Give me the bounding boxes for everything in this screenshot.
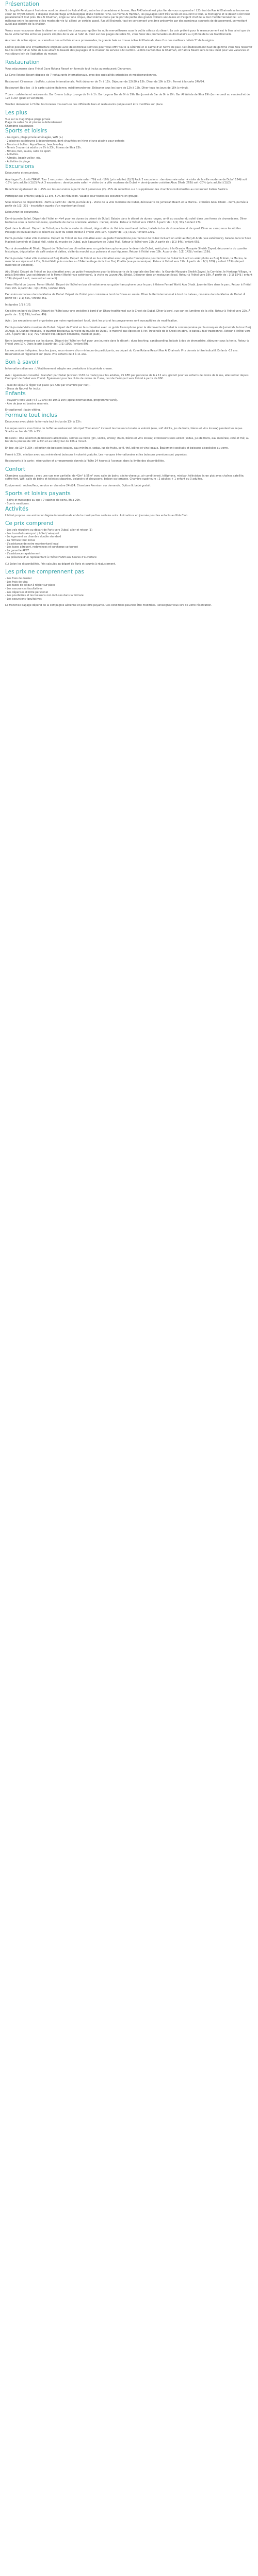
excursion-paragraph: Tour à dromadaire Al Dhaid. Départ de l'hôtel en bus climatisé avec un guide francophone pour le désert de Dubaï, arrêt photo à la Grande Mosquée Sheikh Zayed, découverte du quartier historique, dégustation de café arabe et dattes, visite du marché aux poissons et aux légumes. Retour à l'hôtel vers 19h. À partir de : 1(1) 142$ / enfant 119$. [5, 247, 248, 254]
enfants-heading: Enfants [5, 391, 26, 397]
ce-prix-comprend-item: - Les taxes aéroport, redevances et surcharge carburant [5, 546, 78, 549]
enfants-item: Encaptionnel : baby-sitting. [5, 409, 41, 412]
section-les-plus [5, 110, 253, 128]
presentation-heading: Présentation [5, 1, 39, 7]
excursion-paragraph: Participez aux enfants jusqu'à 11 ans, 50% de réduction. Valable pour toutes les excursions en groupe. [5, 194, 139, 198]
ne-comprend-pas-item: - Les pourboires et les boissons non incluses dans la formule [5, 594, 84, 598]
les-plus-heading: Les plus [5, 109, 27, 116]
restauration-paragraph: Restaurant Basilico : à la carte cuisine italienne, méditerranéenne. Déjeuner tous les jours de 12h à 15h. Dîner tous les jours de 18h à minuit. [5, 87, 189, 90]
sports-loisirs-item: - Activités. [5, 153, 19, 157]
les-plus-item: Plage de sable fin et piscine à débordement [5, 121, 62, 125]
excursion-paragraph: Les excursions indiquées, tous les jours, sous réserve d'un minimum de participants, au départ du Cove Rotana Resort Ras Al Khaimah. Prix donnés à titre indicatif. Enfants -12 ans. Réservation et règlement sur place. Prix enfants de 3 à 11 ans. [5, 349, 238, 356]
excursion-paragraph: Avantages Exclusifs FRAM*. Tour 1 excursion : demi-journée safari 79$ soit -10% (prix adulte) (1)(2) Pack 2 excursions : demi-journée safari + visite de la ville moderne de Dubaï 124$ soit -15% (prix adulte) (1)(2) Pack 3 excursions : demi-journée safari + visite de la ville moderne de Dubaï + demi-journée croisière Abou Dhabi 265$ soit -20% (prix adulte) (1)(2) [5, 178, 247, 185]
ne-comprend-pas-item: - Les excursions facultatives [5, 597, 42, 601]
excursion-paragraph: Intégrales 1/1 à 1/3. [5, 303, 31, 307]
ne-comprend-pas-item: - Les taxes de séjour à régler sur place [5, 584, 56, 587]
presentation-paragraph: Sur le golfe Persique à l'extrême nord de désert de Rub al-Khali, entre les dromadaires et la mer, Ras Al-Khaimah est plus fier de vous surprendre ! L'Emirat de Ras Al Khaimah se trouve au cœur de l'Hyatt-Orient, il dispose d'un héritage archéologique d'une histoire riche, lui-mème Al Hamrah, les paysages sont très variés et assurent le tout, la montagne et le désert s'écrivent parallèlement tout près. Ras Al Khaimah, érigé sur une crique, était même connu par le port de pèche des grands voiliers séculaires et d'argent chef de la mer méditerrannéenne : un mélange entre les genres et les modes de vie lui allient un certain passé. Ras Al Khaimah, tout en conservant une âme préservée par des nombreux courants de délassement, permettant aussi aux plaisirs de la chaleur. [5, 9, 250, 26]
ne-comprend-pas-item: - Les dépenses d'ordre personnel [5, 590, 49, 594]
section-activites [5, 506, 253, 518]
section-ce-prix-comprend [5, 520, 253, 566]
formule-paragraph: Boissons : Une sélection de boissons alcoolisées, servies au verre (gin, vodka, whisky, rhum, bières et vins locaux) et boissons sans alcool (sodas, jus de fruits, eau minérale, café et thé) au bar de la piscine de 10h à 23h et au lobby bar de 10h à minuit. [5, 436, 250, 444]
formule-paragraph: Les repas servis sous forme de buffet au restaurant principal "Cinnamon" incluant les boissons locales à volonté (eau, soft drinks, jus de fruits, bières et vins locaux) pendant les repas. Snacks au bar de 12h à 23h. [5, 427, 244, 434]
confort-heading: Confort [5, 466, 25, 472]
confort-paragraph: Chambres spacieuses : avec une vue mer partielle, de 42m² à 55m² avec salle de bains, sèche-cheveux, air conditionné, téléphone, minibar, télévision écran plat avec chaînes satellite, coffre-fort, Wifi, salle de bains et toilettes séparées, peignoirs et chaussons, balcon ou terrasse. Chambre supérieure : 2 adultes + 1 enfant ou 3 adultes. [5, 474, 245, 481]
confort-paragraph: Équipement : réchauffeur, service en chambre 24h/24. Chambres Premium sur demande. Option lit bébé gratuit. [5, 484, 151, 487]
ce-prix-comprend-item: - La formule tout inclus [5, 539, 35, 543]
ne-comprend-pas-heading: Les prix ne comprennent pas [5, 569, 84, 575]
sports-payants-item: - Soins et massages au spa : 7 cabines de soins, 8h à 20h. [5, 499, 81, 502]
ce-prix-comprend-note: (1) Selon les disponibilités. Prix calculés au départ de Paris et soumis à réajustement. [5, 562, 116, 566]
section-ne-comprend-pas [5, 569, 253, 607]
ce-prix-comprend-item: - La présence d'un représentant à l'hôtel FRAM aux heures d'ouverture [5, 556, 97, 559]
excursion-paragraph: Excursion en bateau dans la Marina de Dubaï. Départ de l'hôtel pour croisière à bord du Dhow en soirée. Dîner buffet international à bord du bateau, croisière dans la Marina de Dubaï. À partir de : 1(1) 55$ / enfant 45$. [5, 293, 246, 300]
ce-prix-comprend-item: - Les vols réguliers au départ de Paris vers Dubaï, aller et retour (1) [5, 529, 92, 532]
sports-payants-heading: Sports et loisirs payants [5, 490, 71, 497]
sports-loisirs-item: - Tennis 3 ouvert à adulte de 7h à 23h, fitness de 9h à 23h. [5, 146, 82, 150]
excursions-heading: Excursions [5, 163, 35, 170]
restauration-paragraph: Vous séjournerez dans l'hôtel Cove Rotana Resort en formule tout inclus au restaurant Cinnamon. [5, 67, 132, 71]
restauration-heading: Restauration [5, 59, 40, 65]
les-plus-item: Chambres spacieuses [5, 124, 34, 128]
bon-a-savoir-item: - Taxe de séjour à régler sur place (20 AED par chambre par nuit). [5, 383, 90, 387]
ce-prix-comprend-heading: Ce prix comprend [5, 520, 54, 527]
ne-comprend-pas-item: - Les frais de dossier [5, 577, 32, 581]
sports-payants-item: - Sports nautiques. [5, 502, 30, 506]
bon-a-savoir-item: - Dress de Nouvel An inclus. [5, 387, 42, 391]
excursion-paragraph: Demi-journée Safari. Départ de l'hôtel en 4x4 pour les dunes du désert de Dubaï. Balade dans le désert de dunes rouges, arrêt au coucher du soleil dans une ferme de dromadaires. Dîner barbecue sous la tente bédouine, spectacle de danse orientale. Ateliers : henné, shisha. Retour à l'hôtel vers 21h30. À partir de : 1(1) 37$ / enfant 27$. [5, 217, 247, 224]
presentation-paragraph: Au cœur de notre séjour, au carrefour des activités et aux promenades, la grande baie se trouve à Ras Al Khaimah, dans l'un des meilleurs hôtels 5* de la région. [5, 39, 215, 43]
sports-loisirs-item: - Bassins à bulles : Aquafitness, beach-volley [5, 143, 63, 146]
les-plus-item: Vue sur la magnifique plage privée [5, 117, 51, 121]
ce-prix-comprend-item: - La garantie APST [5, 549, 29, 552]
ne-comprend-pas-item: - Les frais de visa [5, 580, 28, 584]
section-confort [5, 466, 253, 488]
section-enfants [5, 391, 253, 412]
excursion-paragraph: Croisière en bord du Dhow. Départ de l'hôtel pour une croisière à bord d'un Dhow traditionnel sur la Creek de Dubaï. Dîner à bord, vue sur les lumières de la ville. Retour à l'hôtel vers 22h. À partir de : 1(1) 69$ / enfant 49$. [5, 310, 250, 316]
section-restauration [5, 59, 253, 107]
hotel-description-page [0, 0, 258, 614]
restauration-paragraph: Restaurant Cinnamon : buffets, cuisine internationale. Petit déjeuner de 7h à 11h. Déjeuner de 12h30 à 15h. Dîner de 19h à 23h. Fermé à la carte 24h/24. [5, 80, 205, 83]
enfants-item: - Playaer's Kids Club (4 à 12 ans) de 10h à 19h (appui international, programme varié). [5, 399, 118, 402]
excursion-paragraph: Demi-journée Dubaï ville moderne. Départ de l'hôtel en bus climatisé avec un guide francophone pour le tour de Dubaï incluant un arrêt au Burj Al Arab (vue extérieure), balade dans le Souk Madinat Jumeirah et Dubai Mall, visite du musée de Dubaï, puis l'aquarium de Dubaï Mall. Retour à l'hôtel vers 19h. A partir de : 1(1) 84$ / enfant 65$. [5, 237, 251, 244]
presentation-paragraph: L'hôtel possède une infrastructure originale avec de nombreux services pour vous offrir toute la sérénité et le calme d'un havre de paix. Cet établissement haut de gamme vous fera ressentir tout le confort d'un hôtel de luxe alliant la beauté des paysages et la chaleur du service Ritz-Carlton. Le Ritz-Carlton Ras Al Khaimah, Al Hamra Beach sera le lieu idéal pour vos vacances et vos séjours loin de l'agitation du monde. [5, 45, 252, 56]
ne-comprend-pas-note: La franchise bagage dépend de la compagnie aérienne et peut être payante. Ces conditions peuvent être modifiées. Renseignez-vous lors de votre réservation. [5, 604, 212, 607]
ce-prix-comprend-item: - L'assistance rapatriement [5, 552, 41, 556]
excursion-paragraph: Quel dans le désert. Départ de l'hôtel pour la découverte du désert, dégustation du thé à la menthe et dattes, balade à dos de dromadaire et de quad. Diner au camp sous les étoiles. Passage en bivouac dans le désert au lever du soleil. Retour à l'hôtel vers 10h. A partir de: 1(1) 319$ / enfant 229$. [5, 227, 242, 234]
formule-paragraph: En bar, de 10h à 23h : sélection de boissons locales, eau minérale, sodas, jus de fruits, café, thé, bières et vins locaux. Également cocktails et boissons alcoolisées au verre. [5, 446, 229, 450]
sports-loisirs-item: - Activités de plage [5, 160, 30, 163]
activites-paragraph: L'hôtel propose une animation légère internationale et de la musique live certains soirs. Animations en journée pour les enfants au Kids Club. [5, 514, 188, 517]
sports-loisirs-item: - Loungers, plage privée aménagée, WiFi (+) [5, 136, 63, 140]
section-excursions [5, 163, 253, 356]
sports-loisirs-heading: Sports et loisirs [5, 128, 47, 134]
bon-a-savoir-paragraph: Avis : également conseillé : transfert par Dubaï (environ 1h30 de route) pour les adultes, 75 AED par personne de 6 à 12 ans, gratuit pour les enfants de moins de 6 ans, aller-retour depuis l'aéroport de Dubaï vers l'hôtel. Également pour les clubs de moins de 2 ans, taxi de l'aéroport vers l'hôtel à partir de 90€. [5, 374, 249, 381]
excursion-paragraph: Demi-journée Dubaï ville moderne et Burj Khalifa. Départ de l'hôtel en bus climatisé avec un guide francophone pour le tour de Dubaï incluant un arrêt photo au Burj Al Arab, la Marina, le marché aux épices et à l'or, Dubaï Mall, puis montée au 124ème étage de la tour Burj Khalifa (vue panoramique). Retour à l'hôtel vers 19h. À partir de : 1(1) 189$ / enfant 159$ (départ mercredi et vendredi). [5, 257, 247, 267]
section-bon-a-savoir [5, 359, 253, 391]
sports-loisirs-item: - 2 piscines extérieures à débordement, dont chauffées en hiver et une piscine pour enfants [5, 140, 124, 143]
bon-a-savoir-paragraph: Informations diverses : L'établissement adapte ses prestations à la période creuse. [5, 367, 113, 371]
activites-heading: Activités [5, 505, 28, 512]
section-presentation [5, 1, 253, 56]
ce-prix-comprend-item: - L'assistance de notre représentant local [5, 542, 59, 546]
excursion-paragraph: Demi-journée Visite musique de Dubaï. Départ de l'hôtel en bus climatisé avec un guide francophone pour la découverte de Dubaï la contemporaine par la mosquée de Jumeirah, la tour Burj Al Arab, la Grande Mosquée, le quartier Bastakiya, la visite du musée de Dubaï, le marché aux épices et à l'or. Traversée de la Creek en abra, le bateau-taxi traditionnel. Retour à l'hôtel vers 18h. À partir de : 1(1) 79$ / enfant 59$ (départ dimanche, mardi et jeudi). [5, 326, 251, 336]
bon-a-savoir-heading: Bon à savoir [5, 359, 39, 366]
presentation-paragraph: Venez vous ressourcer dans le désert en suivant les dunes pour goûter les nuits merveilleuses sous la voûte céleste du désert. Le coin préféré pour le ressourcement est le lieu, ainsi que de toute votre famille entre les plaisirs simples de la vie. A l'abri du vent sur des plages de sable fin, vous ferez des promenades en dromadaire au rythme de la vie traditionnelle. [5, 29, 250, 36]
formule-paragraph: Fermé à 23h, minibar avec eau minérale et boissons à volonté gratuite. Les marques internationales et les boissons premium sont payantes. [5, 453, 188, 456]
formule-heading: Formule tout inclus [5, 412, 57, 418]
excursions-intro: Découverte et excursions. [5, 172, 39, 175]
restauration-paragraph: 7 bars : cafeterias et restaurants. Bar Dream Lobby Lounge de 9h à 1h. Bar Laguna Bar de 9h à 19h. Bar Jumeirah Bar de 9h à 19h. Bar Al Wahda de 9h à 19h (le mercredi au vendredi et de 12h à 21h (jeudi et vendredi). [5, 93, 250, 100]
ne-comprend-pas-item: - Les assurances facultatives [5, 587, 43, 590]
enfants-item: - Aire de jeux et bassins réservés. [5, 402, 49, 405]
section-sports-payants [5, 490, 253, 505]
ce-prix-comprend-item: - Les transferts aéroport / hôtel / aéroport [5, 532, 59, 535]
formule-paragraph: Découvrez avec plaisir la formule tout inclus de 13h à 23h : [5, 420, 83, 423]
excursion-paragraph: Découvrez les excursions. [5, 211, 39, 214]
sports-loisirs-item: - Aérobic, beach-volley, etc. [5, 157, 41, 160]
excursion-paragraph: Avis : Les excursions sont organisées par notre représentant local, dont les prix et les programmes sont susceptibles de modification. [5, 319, 178, 323]
formule-paragraph: Restaurants à la carte : réservation et arrangements donnés à l'hôte 24 heures à l'avance, dans la limite des disponibilités. [5, 460, 165, 463]
restauration-paragraph: Veuillez demander à l'hôtel les horaires d'ouverture des différents bars et restaurants qui peuvent être modifiés sur place. [5, 103, 164, 107]
restauration-paragraph: La Cove Rotana Resort dispose de 7 restaurants internationaux, avec des spécialités orientales et méditerranéennes. [5, 74, 157, 77]
excursion-paragraph: Sous réserve de disponibilité. -Tarifs à partir de : demi-journée 47$ - Visite de la ville moderne de Dubaï, découverte de Jumeirah Beach et la Marina - croisière Abou Dhabi - demi-journée à partir de 1(1) 37$ - inscription auprès d'un représentant local. [5, 201, 248, 208]
ce-prix-comprend-item: - Le logement en chambre double standard [5, 535, 61, 539]
excursion-paragraph: Abu Dhabi. Départ de l'hôtel en bus climatisé avec un guide francophone pour la découverte de la capitale des Émirats : la Grande Mosquée Sheikh Zayed, la Corniche, le Heritage Village, le palais Emirates (vue extérieure) et le Ferrari World (vue extérieure), la visite au Louvre Abu Dhabi. Déjeuner dans un restaurant local. Retour à l'hôtel vers 19h. À partir de : 1(1) 154$ / enfant 109$ (départ lundi, mercredi et samedi). [5, 270, 252, 280]
excursion-paragraph: Ferrari World ou Louvre. Ferrari World : Départ de l'hôtel en bus climatisé avec un guide francophone pour le parc à thème Ferrari World Abu Dhabi. Journée libre dans le parc. Retour à l'hôtel vers 19h. À partir de : 1(1) 235$ / enfant 202$. [5, 283, 251, 290]
sports-loisirs-item: - Fitness club, sauna, salle de sport. [5, 149, 52, 153]
excursion-paragraph: Bénéficiez également de : -25% sur les excursions à partir de 2 personnes (2) -15% de réduction sur 1 supplément des chambres individuelles au restaurant italien Basilico. [5, 188, 229, 191]
section-formule-tout-inclus [5, 412, 253, 463]
section-sports-loisirs [5, 128, 253, 163]
excursion-paragraph: Notre journée aventure sur les dunes. Départ de l'hôtel en 4x4 pour une journée dans le désert : dune bashing, sandboarding, balade à dos de dromadaire, déjeuner sous la tente. Retour à l'hôtel vers 17h. Dans le prix à partir de : 1(1) 109$ / enfant 89$. [5, 339, 249, 346]
